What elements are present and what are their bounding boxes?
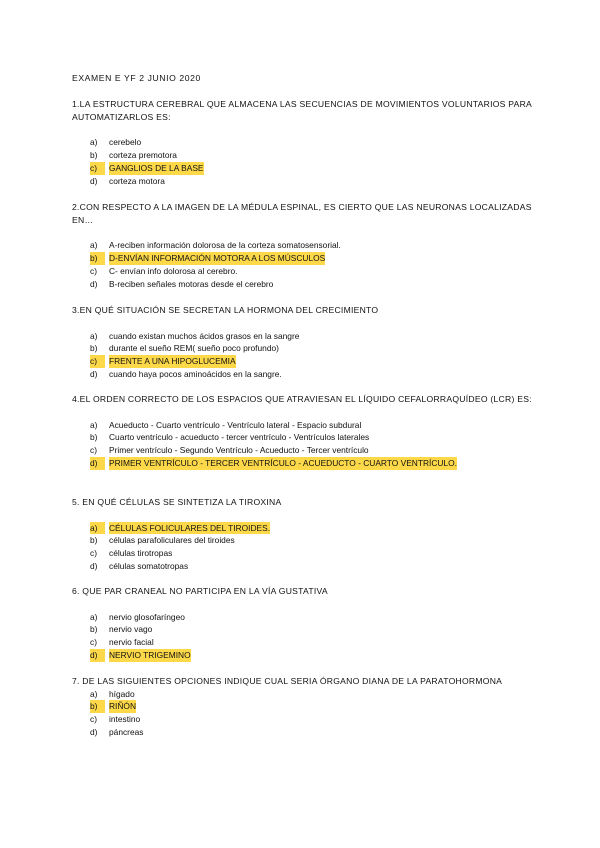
question-2 (72, 201, 532, 290)
option-letter: b) (90, 149, 98, 160)
answer-option-highlighted (72, 162, 532, 175)
option-letter: c) (90, 637, 97, 648)
option-text: intestino (109, 714, 141, 725)
option-text: D-ENVÍAN INFORMACIÓN MOTORA A LOS MÚSCULOS (109, 252, 326, 263)
option-text: nervio vago (109, 624, 153, 635)
answer-option (72, 623, 532, 636)
question-text: 1.LA ESTRUCTURA CEREBRAL QUE ALMACENA LAS SECUENCIAS DE MOVIMIENTOS VOLUNTARIOS PARA AUTOMATIZARLOS ES: (72, 99, 532, 122)
option-text: páncreas (109, 726, 144, 737)
question-text: 5. EN QUÉ CÉLULAS SE SINTETIZA LA TIROXINA (72, 497, 282, 507)
option-letter: c) (90, 714, 97, 725)
option-letter: a) (90, 688, 98, 699)
document-title: EXAMEN E YF 2 JUNIO 2020 (72, 73, 201, 83)
option-text: C- envían info dolorosa al cerebro. (109, 265, 238, 276)
answer-option (72, 368, 532, 381)
answer-options (72, 688, 532, 739)
option-text: CÉLULAS FOLICULARES DEL TIROIDES. (109, 522, 271, 533)
question-text: 3.EN QUÉ SITUACIÓN SE SECRETAN LA HORMONA DEL CRECIMIENTO (72, 305, 379, 315)
answer-options (72, 239, 532, 290)
option-text: cerebelo (109, 137, 142, 148)
option-letter: c) (90, 355, 105, 368)
question-7 (72, 675, 532, 739)
option-letter: a) (90, 240, 98, 251)
option-letter: d) (90, 649, 105, 662)
option-letter: b) (90, 624, 98, 635)
option-text: Primer ventrículo - Segundo Ventrículo - Acueducto - Tercer ventrículo (109, 445, 369, 456)
answer-option (72, 239, 532, 252)
option-letter: b) (90, 700, 105, 713)
option-letter: d) (90, 368, 98, 379)
option-letter: c) (90, 162, 105, 175)
option-text: hígado (109, 688, 135, 699)
option-text: nervio glosofaríngeo (109, 611, 185, 622)
option-letter: b) (90, 252, 105, 265)
answer-option-highlighted (72, 700, 532, 713)
answer-option (72, 726, 532, 739)
answer-option (72, 342, 532, 355)
option-text: células somatotropas (109, 560, 189, 571)
question-5 (72, 496, 532, 573)
option-text: PRIMER VENTRÍCULO - TERCER VENTRÍCULO - ACUEDUCTO - CUARTO VENTRÍCULO. (109, 457, 457, 468)
option-letter: c) (90, 548, 97, 559)
option-letter: b) (90, 535, 98, 546)
question-text: 4.EL ORDEN CORRECTO DE LOS ESPACIOS QUE ATRAVIESAN EL LÍQUIDO CEFALORRAQUÍDEO (LCR) ES: (72, 394, 532, 404)
answer-option (72, 534, 532, 547)
option-text: FRENTE A UNA HIPOGLUCEMIA (109, 356, 236, 367)
option-letter: a) (90, 611, 98, 622)
option-letter: b) (90, 343, 98, 354)
question-text: 6. QUE PAR CRANEAL NO PARTICIPA EN LA VÍA GUSTATIVA (72, 586, 328, 596)
question-text: 7. DE LAS SIGUIENTES OPCIONES INDIQUE CUAL SERIA ÓRGANO DIANA DE LA PARATOHORMONA (72, 676, 503, 686)
answer-option (72, 419, 532, 432)
answer-option-highlighted (72, 457, 532, 470)
option-text: corteza premotora (109, 149, 177, 160)
option-text: durante el sueño REM( sueño poco profundo) (109, 343, 279, 354)
question-6 (72, 585, 532, 662)
answer-option (72, 136, 532, 149)
option-text: cuando existan muchos ácidos grasos en la sangre (109, 330, 300, 341)
answer-option (72, 175, 532, 188)
answer-option-highlighted (72, 649, 532, 662)
answer-option (72, 444, 532, 457)
answer-option-highlighted (72, 355, 532, 368)
option-text: NERVIO TRIGEMINO (109, 649, 191, 660)
answer-options (72, 611, 532, 662)
question-3 (72, 304, 532, 381)
option-text: células parafoliculares del tiroides (109, 535, 235, 546)
answer-options (72, 330, 532, 381)
answer-option (72, 278, 532, 291)
answer-option (72, 688, 532, 701)
option-text: corteza motora (109, 175, 165, 186)
option-letter: d) (90, 726, 98, 737)
option-text: Acueducto - Cuarto ventrículo - Ventrículo lateral - Espacio subdural (109, 419, 362, 430)
answer-options (72, 419, 532, 470)
answer-option (72, 149, 532, 162)
answer-option (72, 265, 532, 278)
option-text: Cuarto ventrículo - acueducto - tercer ventrículo - Ventrículos laterales (109, 432, 370, 443)
option-letter: a) (90, 137, 98, 148)
answer-option (72, 611, 532, 624)
answer-option (72, 713, 532, 726)
answer-options (72, 136, 532, 187)
answer-options (72, 522, 532, 573)
option-letter: a) (90, 330, 98, 341)
option-letter: a) (90, 419, 98, 430)
option-letter: b) (90, 432, 98, 443)
answer-option (72, 330, 532, 343)
option-text: células tirotropas (109, 548, 173, 559)
question-4 (72, 393, 532, 470)
answer-option-highlighted (72, 252, 532, 265)
option-text: RIÑÓN (109, 701, 136, 712)
option-text: GANGLIOS DE LA BASE (109, 162, 204, 173)
option-letter: d) (90, 175, 98, 186)
question-1 (72, 98, 532, 187)
answer-option (72, 431, 532, 444)
option-text: B-reciben señales motoras desde el cerebro (109, 278, 274, 289)
option-text: cuando haya pocos aminoácidos en la sangre. (109, 368, 282, 379)
option-letter: c) (90, 265, 97, 276)
option-letter: d) (90, 560, 98, 571)
option-letter: c) (90, 445, 97, 456)
option-text: A-reciben información dolorosa de la corteza somatosensorial. (109, 240, 341, 251)
answer-option-highlighted (72, 522, 532, 535)
answer-option (72, 547, 532, 560)
answer-option (72, 560, 532, 573)
option-letter: a) (90, 522, 105, 535)
option-text: nervio facial (109, 637, 154, 648)
question-text: 2.CON RESPECTO A LA IMAGEN DE LA MÉDULA ESPINAL, ES CIERTO QUE LAS NEURONAS LOCALIZADAS EN… (72, 202, 532, 225)
option-letter: d) (90, 457, 105, 470)
option-letter: d) (90, 278, 98, 289)
answer-option (72, 636, 532, 649)
